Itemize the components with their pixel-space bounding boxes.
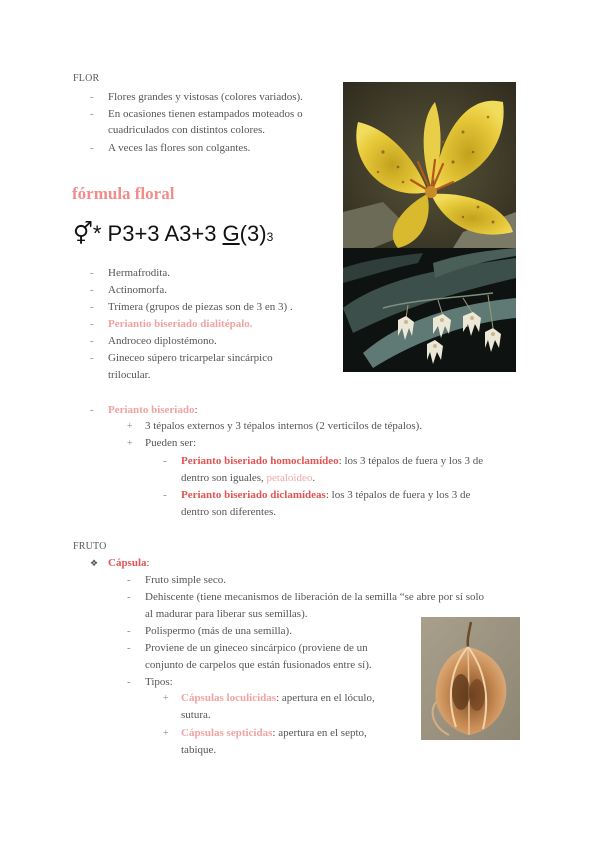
section-label-fruto: FRUTO bbox=[73, 541, 107, 552]
plus-bullet: + bbox=[127, 421, 133, 432]
section-label-flor: FLOR bbox=[73, 73, 100, 84]
list-item-continuation: dentro son iguales, petaloideo. bbox=[181, 472, 316, 484]
list-item: - En ocasiones tienen estampados moteados o bbox=[108, 106, 303, 123]
list-item-perianto: - Perianto biseriado: bbox=[108, 402, 198, 419]
list-item-continuation: trilocular. bbox=[108, 369, 151, 381]
sub-list-item-loculicidas: + Cápsulas loculicidas: apertura en el lóculo, bbox=[181, 690, 375, 707]
list-item: - Dehiscente (tiene mecanismos de liberación de la semilla “se abre por sí solo bbox=[145, 589, 484, 606]
list-item: - Periantio biseriado dialitépalo. bbox=[108, 316, 253, 333]
dash-bullet: - bbox=[90, 267, 94, 279]
section-heading-formula: fórmula floral bbox=[72, 184, 175, 203]
list-item: - Actinomorfa. bbox=[108, 282, 167, 299]
list-item: - Hermafrodita. bbox=[108, 265, 170, 282]
sub-sub-list-item-homo: - Perianto biseriado homoclamídeo: los 3 tépalos de fuera y los 3 de bbox=[181, 453, 483, 470]
capsule-photo bbox=[421, 617, 520, 740]
list-item: - Gineceo súpero tricarpelar sincárpico bbox=[108, 350, 273, 367]
dash-bullet: - bbox=[127, 642, 131, 654]
list-item-continuation: sutura. bbox=[181, 709, 211, 721]
sub-list-item: + Pueden ser: bbox=[145, 435, 196, 452]
capsule-photo-image bbox=[421, 617, 520, 740]
flower-photo-hanging-image bbox=[343, 248, 516, 372]
dash-bullet: - bbox=[90, 301, 94, 313]
diamond-bullet-icon: ❖ bbox=[90, 558, 99, 568]
dash-bullet: - bbox=[90, 108, 94, 120]
dash-bullet: - bbox=[127, 625, 131, 637]
list-item: - Flores grandes y vistosas (colores variados). bbox=[108, 89, 303, 106]
dash-bullet: - bbox=[127, 574, 131, 586]
dash-bullet: - bbox=[90, 91, 94, 103]
list-item: - Trímera (grupos de piezas son de 3 en 3) . bbox=[108, 299, 293, 316]
flower-photo-yellow bbox=[343, 82, 516, 248]
sub-list-item-septicidas: + Cápsulas septicidas: apertura en el septo, bbox=[181, 725, 367, 742]
plus-bullet: + bbox=[127, 438, 133, 449]
dash-bullet: - bbox=[163, 489, 167, 501]
list-item-continuation: conjunto de carpelos que están fusionados entre sí). bbox=[145, 659, 372, 671]
list-item-continuation: cuadriculados con distintos colores. bbox=[108, 124, 266, 136]
dash-bullet: - bbox=[90, 142, 94, 154]
flower-photo-hanging bbox=[343, 248, 516, 372]
list-item-continuation: dentro son diferentes. bbox=[181, 506, 276, 518]
list-item: - Tipos: bbox=[145, 674, 173, 691]
formula-locules: 3 bbox=[266, 230, 274, 244]
formula-carpels: (3) bbox=[239, 221, 267, 246]
flower-photo-yellow-image bbox=[343, 82, 516, 248]
dash-bullet: - bbox=[127, 676, 131, 688]
dash-bullet: - bbox=[90, 284, 94, 296]
list-item: - Proviene de un gineceo sincárpico (proviene de un bbox=[145, 640, 368, 657]
list-item: - Polispermo (más de una semilla). bbox=[145, 623, 292, 640]
dash-bullet: - bbox=[90, 404, 94, 416]
floral-formula bbox=[73, 221, 273, 247]
list-item: - A veces las flores son colgantes. bbox=[108, 140, 250, 157]
dash-bullet: - bbox=[90, 318, 94, 330]
dash-bullet: - bbox=[90, 335, 94, 347]
dash-bullet: - bbox=[127, 591, 131, 603]
dash-bullet: - bbox=[90, 352, 94, 364]
list-item-continuation: al madurar para liberar sus semillas). bbox=[145, 608, 308, 620]
list-item: - Fruto simple seco. bbox=[145, 572, 226, 589]
formula-expression: P3+3 A3+3 bbox=[101, 221, 223, 246]
plus-bullet: + bbox=[163, 728, 169, 739]
list-item-continuation: tabique. bbox=[181, 744, 217, 756]
formula-symbols: ⚥* bbox=[73, 221, 102, 246]
list-item-capsula: ❖ Cápsula: bbox=[108, 555, 150, 572]
list-item: - Androceo diplostémono. bbox=[108, 333, 217, 350]
sub-sub-list-item-hetero: - Perianto biseriado diclamídeas: los 3 tépalos de fuera y los 3 de bbox=[181, 487, 470, 504]
formula-ovary: G bbox=[222, 221, 240, 246]
sub-list-item: + 3 tépalos externos y 3 tépalos internos (2 verticilos de tépalos). bbox=[145, 418, 422, 435]
dash-bullet: - bbox=[163, 455, 167, 467]
plus-bullet: + bbox=[163, 693, 169, 704]
